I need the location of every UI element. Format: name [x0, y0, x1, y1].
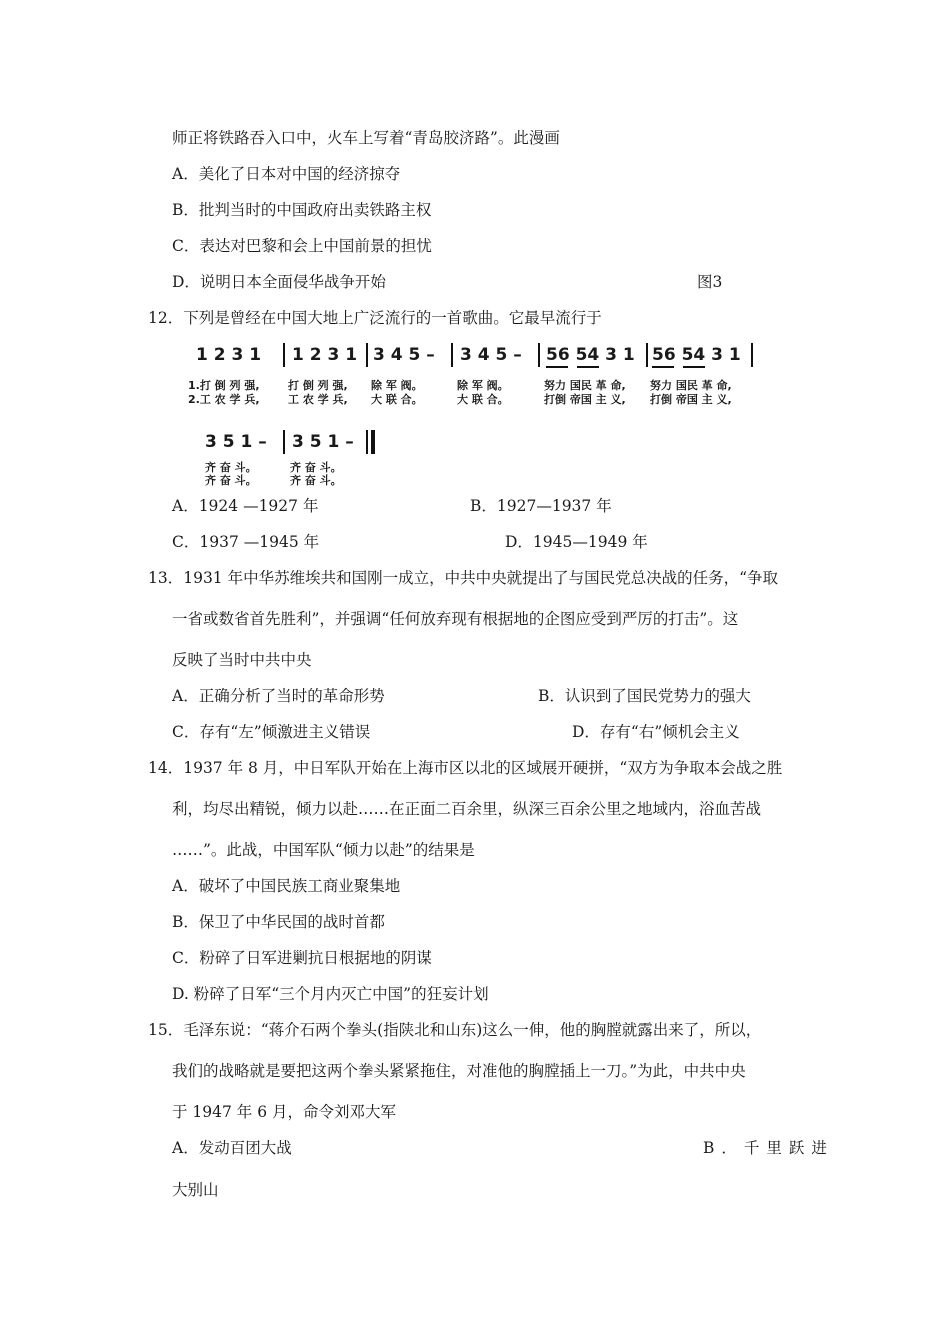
q15-stem-line-3: 于 1947 年 6 月，命令刘邓大军	[172, 1103, 397, 1121]
score-lyric-1-3: 除 军 阀。	[371, 379, 423, 392]
q12-option-a: A．1924 —1927 年	[172, 497, 319, 515]
q12-option-d: D．1945—1949 年	[505, 533, 648, 551]
score-lyric-1-6: 努力 国民 革 命,	[650, 379, 732, 392]
q11-option-c: C．表达对巴黎和会上中国前景的担忧	[172, 237, 432, 255]
score-lyric-2-6: 打倒 帝国 主 义,	[650, 393, 732, 406]
q15-option-b-continued: 大别山	[172, 1181, 219, 1199]
q11-figure-label: 图3	[697, 273, 723, 291]
score-measure-7: 3 5 1 –	[205, 432, 267, 452]
q13-stem-line-1: 13．1931 年中华苏维埃共和国刚一成立，中共中央就提出了与国民党总决战的任务，“争取	[148, 569, 779, 587]
bar-line	[283, 430, 285, 454]
eighth-note-underline	[683, 366, 705, 368]
q13-option-a: A．正确分析了当时的革命形势	[172, 687, 385, 705]
q11-option-b: B．批判当时的中国政府出卖铁路主权	[172, 201, 432, 219]
score-measure-1: 1 2 3 1	[196, 345, 262, 365]
eighth-note-underline	[546, 366, 568, 368]
q15-stem-line-1: 15．毛泽东说：“蒋介石两个拳头(指陕北和山东)这么一伸，他的胸膛就露出来了，所以，	[148, 1021, 762, 1039]
q14-option-b: B．保卫了中华民国的战时首都	[172, 913, 385, 931]
q12-option-b: B．1927—1937 年	[470, 497, 612, 515]
q11-option-d: D．说明日本全面侵华战争开始	[172, 273, 386, 291]
bar-line	[366, 430, 368, 454]
q13-stem-line-2: 一省或数省首先胜利”，并强调“任何放弃现有根据地的企图应受到严厉的打击”。这	[172, 610, 739, 628]
q14-option-c: C．粉碎了日军进剿抗日根据地的阴谋	[172, 949, 432, 967]
score-lyric-1-5: 努力 国民 革 命,	[544, 379, 626, 392]
q13-stem-line-3: 反映了当时中共中央	[172, 651, 312, 669]
score-lyric-2-3: 大 联 合。	[371, 393, 423, 406]
q14-option-d: D. 粉碎了日军“三个月内灭亡中国”的狂妄计划	[172, 985, 489, 1003]
eighth-note-underline	[577, 366, 599, 368]
bar-line	[451, 343, 453, 367]
score-measure-3: 3 4 5 –	[373, 345, 435, 365]
bar-line	[283, 343, 285, 367]
score-lyric-1-2: 打 倒 列 强,	[288, 379, 348, 392]
q15-option-a: A．发动百团大战	[172, 1139, 292, 1157]
bar-line	[366, 343, 368, 367]
score-lyric-2-2: 工 农 学 兵,	[288, 393, 348, 406]
q11-option-a: A．美化了日本对中国的经济掠夺	[172, 165, 401, 183]
score-measure-5: 56 54 3 1	[546, 345, 635, 365]
score-measure-4: 3 4 5 –	[460, 345, 522, 365]
bar-line	[646, 343, 648, 367]
score-lyric-2-7: 齐 奋 斗。	[205, 474, 257, 487]
bar-line	[751, 343, 753, 367]
score-lyric-2-5: 打倒 帝国 主 义,	[544, 393, 626, 406]
q14-stem-line-3: ……”。此战，中国军队“倾力以赴”的结果是	[172, 841, 475, 859]
bar-line	[538, 343, 540, 367]
final-bar-line	[371, 430, 375, 454]
q13-option-b: B．认识到了国民党势力的强大	[538, 687, 751, 705]
q15-stem-line-2: 我们的战略就是要把这两个拳头紧紧拖住，对准他的胸膛插上一刀。”为此，中共中央	[172, 1062, 746, 1080]
q15-option-b: B．千里跃进	[703, 1139, 834, 1157]
score-lyric-2-8: 齐 奋 斗。	[290, 474, 342, 487]
q11-stem-tail: 师正将铁路吞入口中，火车上写着“青岛胶济路”。此漫画	[172, 129, 560, 147]
q14-stem-line-2: 利，均尽出精锐，倾力以赴……在正面二百余里，纵深三百余公里之地域内，浴血苦战	[172, 800, 762, 818]
q12-stem: 12．下列是曾经在中国大地上广泛流行的一首歌曲。它最早流行于	[148, 309, 602, 327]
score-lyric-1-1: 1.打 倒 列 强,	[188, 379, 260, 392]
score-lyric-1-7: 齐 奋 斗。	[205, 461, 257, 474]
score-lyric-2-4: 大 联 合。	[457, 393, 509, 406]
score-measure-2: 1 2 3 1	[292, 345, 358, 365]
score-measure-8: 3 5 1 –	[292, 432, 354, 452]
eighth-note-underline	[652, 366, 674, 368]
score-lyric-1-4: 除 军 阀。	[457, 379, 509, 392]
q14-stem-line-1: 14．1937 年 8 月，中日军队开始在上海市区以北的区域展开硬拼，“双方为争取本会战之胜	[148, 759, 783, 777]
q14-option-a: A．破坏了中国民族工商业聚集地	[172, 877, 401, 895]
score-lyric-2-1: 2.工 农 学 兵,	[188, 393, 260, 406]
score-lyric-1-8: 齐 奋 斗。	[290, 461, 342, 474]
score-measure-6: 56 54 3 1	[652, 345, 741, 365]
q13-option-c: C．存有“左”倾激进主义错误	[172, 723, 371, 741]
q13-option-d: D．存有“右”倾机会主义	[572, 723, 740, 741]
q12-option-c: C．1937 —1945 年	[172, 533, 320, 551]
